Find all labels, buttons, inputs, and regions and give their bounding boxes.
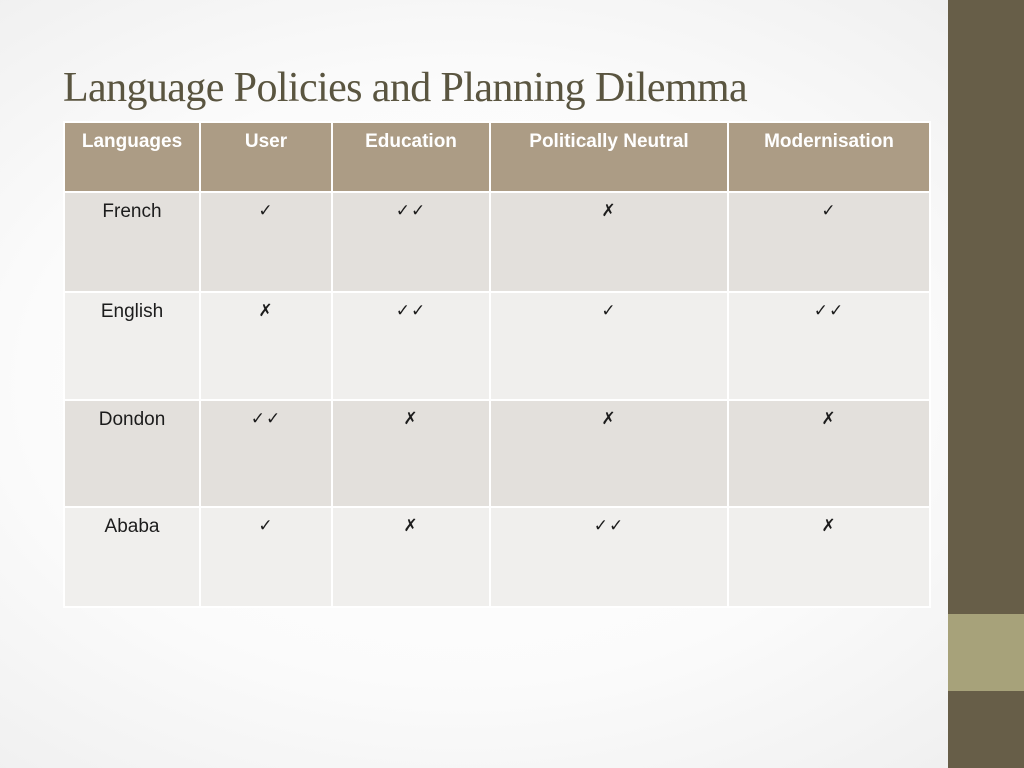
table-row-french [64, 192, 930, 292]
column-header-politically-neutral: Politically Neutral [490, 122, 728, 192]
table-row-ababa [64, 507, 930, 607]
language-cell: French [64, 192, 200, 292]
rating-cell-education: ✓✓ [332, 192, 490, 292]
rating-cell-politically-neutral: ✓ [490, 292, 728, 400]
rating-cell-modernisation: ✗ [728, 400, 930, 507]
rating-cell-education: ✓✓ [332, 292, 490, 400]
rating-cell-user: ✓ [200, 507, 332, 607]
rating-cell-education: ✗ [332, 400, 490, 507]
rating-cell-modernisation: ✗ [728, 507, 930, 607]
rating-cell-politically-neutral: ✗ [490, 192, 728, 292]
header-row [64, 122, 930, 192]
language-cell: Ababa [64, 507, 200, 607]
rating-cell-user: ✓ [200, 192, 332, 292]
rating-cell-politically-neutral: ✗ [490, 400, 728, 507]
table-row-dondon [64, 400, 930, 507]
rating-cell-user: ✗ [200, 292, 332, 400]
column-header-user: User [200, 122, 332, 192]
slide-title: Language Policies and Planning Dilemma [63, 65, 748, 111]
language-cell: English [64, 292, 200, 400]
column-header-languages: Languages [64, 122, 200, 192]
rating-cell-modernisation: ✓✓ [728, 292, 930, 400]
rating-cell-user: ✓✓ [200, 400, 332, 507]
side-band-decoration [948, 0, 1024, 768]
language-matrix-table [63, 121, 931, 608]
column-header-education: Education [332, 122, 490, 192]
side-accent-block [948, 614, 1024, 691]
table-row-english [64, 292, 930, 400]
column-header-modernisation: Modernisation [728, 122, 930, 192]
rating-cell-education: ✗ [332, 507, 490, 607]
language-cell: Dondon [64, 400, 200, 507]
rating-cell-modernisation: ✓ [728, 192, 930, 292]
rating-cell-politically-neutral: ✓✓ [490, 507, 728, 607]
